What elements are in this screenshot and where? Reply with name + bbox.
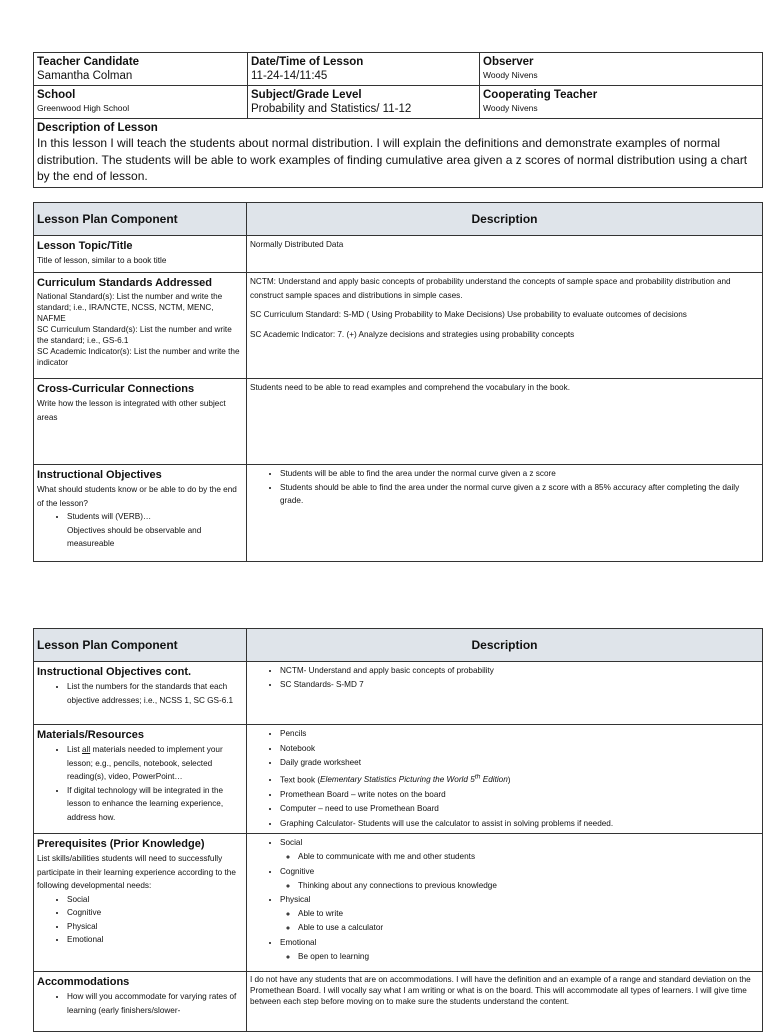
lesson-plan-table-2 [33, 628, 763, 1032]
topic-desc: Normally Distributed Data [250, 240, 344, 249]
objectives-cell [34, 465, 247, 562]
prerequisites-hint-item: • Social [67, 893, 243, 907]
materials-desc-cell [247, 725, 763, 834]
component-header: Lesson Plan Component [34, 629, 247, 662]
objectives-title: Instructional Objectives [37, 469, 162, 481]
materials-hint-list: • List all materials needed to implement your lesson; e.g., pencils, notebook, selected reading(s), video, PowerPoint… [67, 743, 243, 784]
material-item: • Graphing Calculator- Students will use the calculator to assist in solving problems if needed. [280, 817, 759, 832]
observer-cell [480, 53, 763, 86]
objectives-cont-title: Instructional Objectives cont. [37, 666, 192, 678]
lesson-plan-table-1 [33, 202, 763, 562]
prereq-emotional: • Emotional ◦ Be open to learning [280, 936, 759, 964]
curriculum-cell [34, 273, 247, 379]
material-item: • Notebook [280, 742, 759, 757]
subject-cell [248, 86, 480, 119]
prereq-cognitive: • Cognitive ◦ Thinking about any connections to previous knowledge [280, 865, 759, 893]
teacher-value: Samantha Colman [37, 70, 133, 82]
objectives-hint-bullet: • Students will (VERB)… Objectives should be observable and measureable [67, 510, 243, 551]
accommodations-hint: • How will you accommodate for varying rates of learning (early finishers/slower- [67, 990, 243, 1017]
prereq-physical-sub: ◦ Able to use a calculator [298, 921, 759, 935]
description-cell [34, 119, 763, 188]
teacher-cell [34, 53, 248, 86]
subject-value: Probability and Statistics/ 11-12 [251, 103, 412, 115]
material-item: • Promethean Board – write notes on the board [280, 788, 759, 803]
description-text: In this lesson I will teach the students about normal distribution. I will explain the definitions and demonstrate examples of normal distribution. The students will be able to work examples of finding cumulative area given a z scores of normal distribution using a chart by the end of lesson. [37, 136, 748, 183]
objectives-cont-hint: • List the numbers for the standards that each objective addresses; i.e., NCSS 1, SC GS-6.1 [67, 680, 243, 707]
date-label: Date/Time of Lesson [251, 56, 364, 68]
objectives-cont-item: • SC Standards- S-MD 7 [280, 678, 759, 692]
coop-value: Woody Nivens [483, 103, 538, 113]
prerequisites-hint: List skills/abilities students will need to successfully participate in their learning experience according to the following developmental needs: [37, 854, 236, 891]
accommodations-cell [34, 972, 247, 1032]
material-item: • Computer – need to use Promethean Board [280, 802, 759, 817]
subject-label: Subject/Grade Level [251, 89, 362, 101]
prerequisites-hint-item: • Physical [67, 920, 243, 934]
topic-cell [34, 236, 247, 273]
objectives-cont-desc-cell [247, 662, 763, 725]
prerequisites-hint-item: • Emotional [67, 933, 243, 947]
objectives-cont-item: • NCTM- Understand and apply basic concepts of probability [280, 664, 759, 678]
accommodations-title: Accommodations [37, 976, 130, 989]
date-cell [248, 53, 480, 86]
prereq-physical-sub: ◦ Able to write [298, 907, 759, 921]
topic-hint: Title of lesson, similar to a book title [37, 256, 167, 265]
date-value: 11-24-14/11:45 [251, 70, 328, 82]
material-item-textbook: • Text book (Elementary Statistics Picturing the World 5th Edition) [280, 771, 759, 788]
topic-title: Lesson Topic/Title [37, 240, 133, 252]
cross-curricular-desc: Students need to be able to read examples and comprehend the vocabulary in the book. [250, 383, 570, 392]
prerequisites-cell [34, 834, 247, 972]
school-label: School [37, 89, 76, 101]
cross-curricular-hint: Write how the lesson is integrated with other subject areas [37, 399, 226, 422]
curriculum-hint-indicator: SC Academic Indicator(s): List the number and write the indicator [37, 347, 240, 367]
prerequisites-hint-item: • Cognitive [67, 906, 243, 920]
cross-curricular-title: Cross-Curricular Connections [37, 383, 195, 395]
objective-item: • Students should be able to find the area under the normal curve given a z score with a 85% accuracy after completing the daily grade. [280, 481, 759, 508]
objectives-cont-cell [34, 662, 247, 725]
objectives-hint: What should students know or be able to do by the end of the lesson? [37, 485, 237, 508]
lesson-header-table [33, 52, 763, 188]
topic-desc-cell [247, 236, 763, 273]
curriculum-desc-sc: SC Curriculum Standard: S-MD ( Using Probability to Make Decisions) Use probability to evaluate outcomes of decisions [250, 310, 687, 319]
curriculum-hint-sc: SC Curriculum Standard(s): List the number and write the standard; i.e., GS-6.1 [37, 325, 232, 345]
observer-label: Observer [483, 56, 534, 68]
prerequisites-title: Prerequisites (Prior Knowledge) [37, 838, 205, 851]
component-header: Lesson Plan Component [34, 203, 247, 236]
curriculum-desc-indicator: SC Academic Indicator: 7. (+) Analyze decisions and strategies using probability concepts [250, 329, 575, 339]
curriculum-title: Curriculum Standards Addressed [37, 277, 213, 289]
coop-label: Cooperating Teacher [483, 89, 598, 101]
accommodations-desc: I do not have any students that are on accommodations. I will have the definition and an example of a range and standard deviation on the Promethean Board. I will vocally say what I am writing or what is on the board. This will accommodate all types of learners. I will give time between each step before moving on to make sure the students understand the content. [250, 975, 751, 1007]
cross-curricular-desc-cell [247, 379, 763, 465]
observer-value: Woody Nivens [483, 70, 538, 80]
prereq-emotional-sub: ◦ Be open to learning [298, 950, 759, 964]
prereq-social-sub: ◦ Able to communicate with me and other students [298, 850, 759, 864]
coop-cell [480, 86, 763, 119]
description-label: Description of Lesson [37, 122, 158, 134]
material-item: • Pencils [280, 727, 759, 742]
prereq-physical: • Physical ◦ Able to write ◦ Able to use a calculator [280, 893, 759, 936]
prereq-social: • Social ◦ Able to communicate with me and other students [280, 836, 759, 864]
materials-title: Materials/Resources [37, 729, 144, 741]
curriculum-desc-cell [247, 273, 763, 379]
teacher-label: Teacher Candidate [37, 56, 140, 68]
objective-item: • Students will be able to find the area under the normal curve given a z score [280, 467, 759, 481]
school-cell [34, 86, 248, 119]
prereq-cognitive-sub: ◦ Thinking about any connections to previous knowledge [298, 879, 759, 893]
curriculum-desc-nctm: NCTM: Understand and apply basic concepts of probability understand the concepts of sample space and probability distribution and construct sample spaces and distributions in simple cases. [250, 277, 731, 300]
prerequisites-desc-cell [247, 834, 763, 972]
objectives-desc-cell [247, 465, 763, 562]
accommodations-desc-cell [247, 972, 763, 1032]
school-value: Greenwood High School [37, 103, 130, 113]
material-item: • Daily grade worksheet [280, 756, 759, 771]
materials-hint-digital: • If digital technology will be integrated in the lesson to enhance the learning experience, address how. [67, 784, 243, 825]
description-header: Description [247, 203, 763, 236]
curriculum-hint-national: National Standard(s): List the number and write the standard; i.e., IRA/NCTE, NCSS, NCTM, MENC, NAFME [37, 292, 223, 323]
materials-cell [34, 725, 247, 834]
cross-curricular-cell [34, 379, 247, 465]
description-header: Description [247, 629, 763, 662]
